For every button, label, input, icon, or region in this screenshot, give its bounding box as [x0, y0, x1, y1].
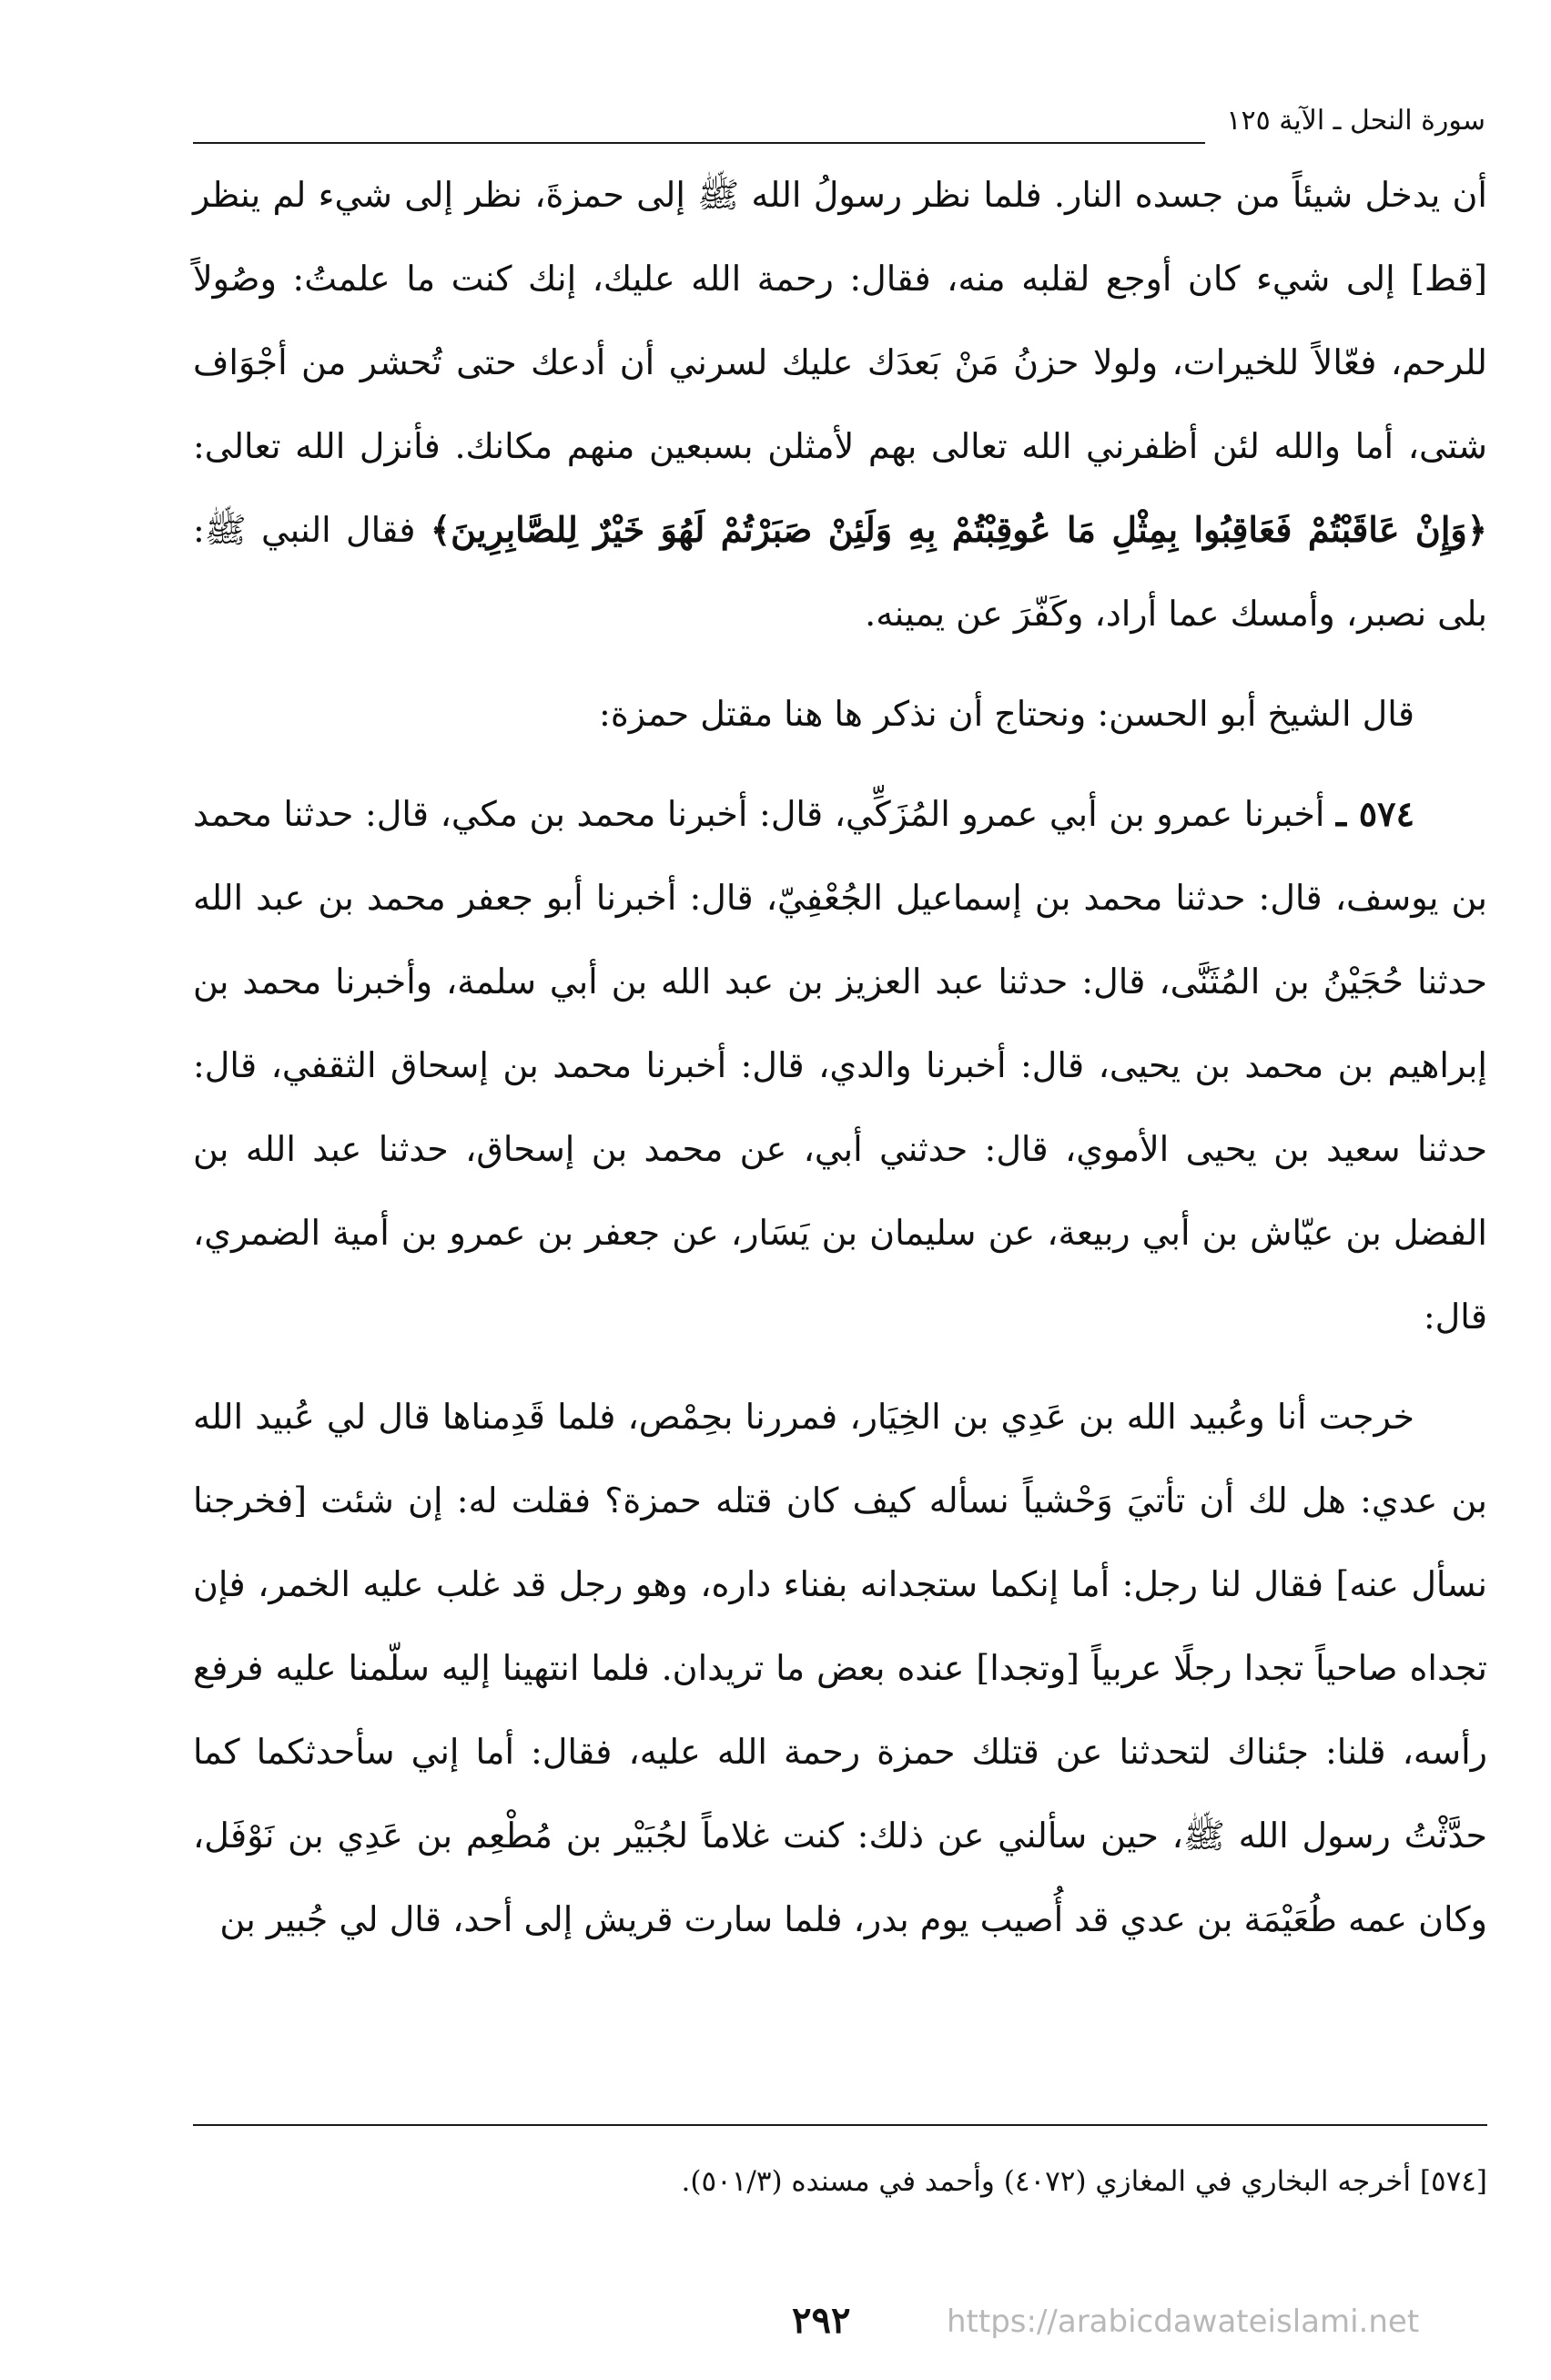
running-header: سورة النحل ـ الآية ١٢٥: [1226, 105, 1485, 137]
paragraph-1: [193, 153, 1487, 656]
paragraph-3: [193, 772, 1487, 1358]
paragraph-1-text: أن يدخل شيئاً من جسده النار. فلما نظر رسولُ الله ﷺ إلى حمزةَ، نظر إلى شيء لم ينظر [قط] إلى شيء كان أوجع لقلبه منه، فقال: رحمة الله عليك، إنك كنت ما علمتُ: وصُولاً للرحم، فعّالاً للخيرات، ولولا حزنُ مَنْ بَعدَك عليك لسرني أن أدعك حتى تُحشر من أجْوَاف شتى، أما والله لئن أظفرني الله تعالى بهم لأمثلن بسبعين منهم مكانك. فأنزل الله تعالى:: [193, 175, 1487, 466]
footnote: [٥٧٤] أخرجه البخاري في المغازي (٤٠٧٢) وأحمد في مسنده (٥٠١/٣).: [681, 2165, 1487, 2198]
paragraph-2: قال الشيخ أبو الحسن: ونحتاج أن نذكر ها هنا مقتل حمزة:: [599, 694, 1414, 734]
paragraph-1-end: فقال النبي ﷺ: بلى نصبر، وأمسك عما أراد، وكَفّرَ عن يمينه.: [193, 510, 1487, 634]
watermark-url: https://arabicdawateislami.net: [947, 2304, 1420, 2340]
hadith-isnad: أخبرنا عمرو بن أبي عمرو المُزَكِّي، قال: أخبرنا محمد بن مكي، قال: حدثنا محمد بن يوسف، قال: حدثنا محمد بن إسماعيل الجُعْفِيّ، قال: أخبرنا أبو جعفر محمد بن عبد الله حدثنا حُجَيْنُ بن المُثَنَّى، قال: حدثنا عبد العزيز بن عبد الله بن أبي سلمة، وأخبرنا محمد بن إبراهيم بن محمد بن يحيى، قال: أخبرنا والدي، قال: أخبرنا محمد بن إسحاق الثقفي، قال: حدثنا سعيد بن يحيى الأموي، قال: حدثني أبي، عن محمد بن إسحاق، حدثنا عبد الله بن الفضل بن عيّاش بن أبي ربيعة، عن سليمان بن يَسَار، عن جعفر بن عمرو بن أمية الضمري، قال:: [193, 794, 1487, 1337]
main-text: [193, 153, 1487, 1978]
quran-verse: ﴿وَإِنْ عَاقَبْتُمْ فَعَاقِبُوا بِمِثْلِ مَا عُوقِبْتُمْ بِهِ وَلَئِنْ صَبَرْتُمْ لَهُوَ خَيْرٌ لِلصَّابِرِينَ﴾: [430, 509, 1487, 550]
footnote-rule: [193, 2124, 1487, 2126]
header-rule: [193, 142, 1205, 144]
hadith-number: ٥٧٤ ـ: [1335, 793, 1414, 834]
paragraph-4: خرجت أنا وعُبيد الله بن عَدِي بن الخِيَار، فمررنا بحِمْص، فلما قَدِمناها قال لي عُبيد الله بن عدي: هل لك أن تأتيَ وَحْشياً نسأله كيف كان قتله حمزة؟ فقلت له: إن شئت [فخرجنا نسأل عنه] فقال لنا رجل: أما إنكما ستجدانه بفناء داره، وهو رجل قد غلب عليه الخمر، فإن تجداه صاحياً تجدا رجلًا عربياً [وتجدا] عنده بعض ما تريدان. فلما انتهينا إليه سلّمنا عليه فرفع رأسه، قلنا: جئناك لتحدثنا عن قتلك حمزة رحمة الله عليه، فقال: أما إني سأحدثكما كما حدَّثْتُ رسول الله ﷺ، حين سألني عن ذلك: كنت غلاماً لجُبَيْر بن مُطْعِم بن عَدِي بن نَوْفَل، وكان عمه طُعَيْمَة بن عدي قد أُصيب يوم بدر، فلما سارت قريش إلى أحد، قال لي جُبير بن: [193, 1397, 1487, 1939]
page-number: ٢٩٢: [792, 2299, 851, 2342]
